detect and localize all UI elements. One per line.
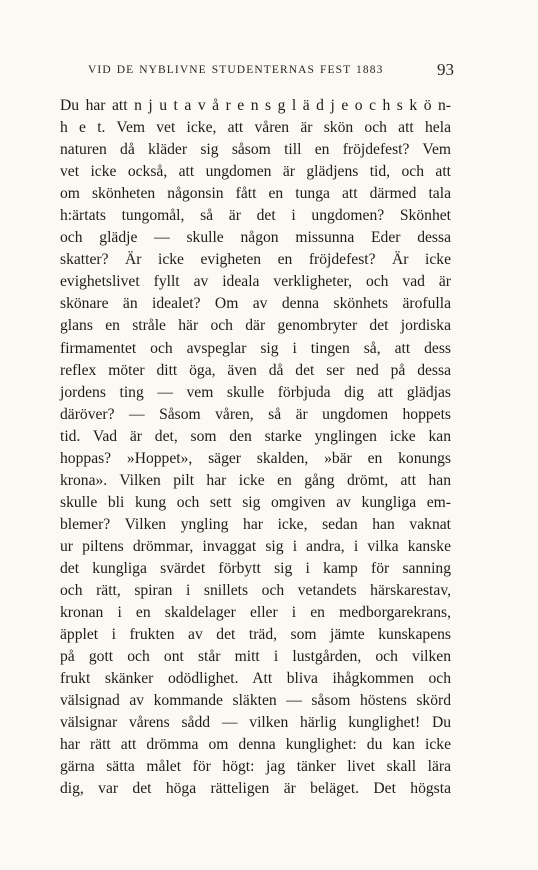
running-title xyxy=(88,64,383,76)
text-line: äpplet i frukten av det träd, som jämte kunskapens xyxy=(60,626,451,644)
text-line: blemer? Vilken yngling har icke, sedan han vaknat xyxy=(60,515,451,533)
text-line: evighetslivet fyllt av ideala verkligheter, och vad är xyxy=(60,273,451,291)
page-number: 93 xyxy=(437,60,454,79)
text-line: jordens ting — vem skulle förbjuda dig att glädjas xyxy=(60,383,451,401)
running-title-year: 1883 xyxy=(356,64,384,76)
text-line: skönare än idealet? Om av denna skönhets ärofulla xyxy=(60,295,451,313)
text-line: dig, var det höga rätteligen är beläget. Det högsta xyxy=(60,780,451,798)
text-line: och rätt, spiran i snillets och vetandets härskarestav, xyxy=(60,582,451,600)
text-line: tid. Vad är det, som den starke ynglingen icke kan xyxy=(60,427,451,445)
text-line: på gott och ont står mitt i lustgården, och vilken xyxy=(60,648,451,666)
text-line: skulle bli kung och sett sig omgiven av kungliga em- xyxy=(60,493,451,511)
text-line: h e t. Vem vet icke, att våren är skön och att hela xyxy=(60,119,451,137)
text-line: vet icke också, att ungdomen är glädjens tid, och att xyxy=(60,163,451,181)
text-line: ur piltens drömmar, invaggat sig i andra, i vilka kanske xyxy=(60,537,451,555)
text-line: välsignad av kommande släkten — såsom höstens skörd xyxy=(60,692,451,710)
running-title-text: VID DE NYBLIVNE STUDENTERNAS FEST xyxy=(88,64,352,76)
text-line: kronan i en skaldelager eller i en medborgarekrans, xyxy=(60,604,451,622)
text-line: däröver? — Såsom våren, så är ungdomen hoppets xyxy=(60,405,451,423)
text-line: hoppas? »Hoppet», säger skalden, »bär en konungs xyxy=(60,449,451,467)
page-header xyxy=(88,62,454,82)
text-line: Du har att n j u t a v å r e n s g l ä d j e o c h s k ö n- xyxy=(60,97,451,114)
text-line: h:ärtats tungomål, så är det i ungdomen? Skönhet xyxy=(60,207,451,225)
text-line: skatter? Är icke evigheten en fröjdefest? Är icke xyxy=(60,251,451,269)
text-line: glans en stråle här och där genombryter det jordiska xyxy=(60,317,451,335)
text-line: naturen då kläder sig såsom till en fröjdefest? Vem xyxy=(60,141,451,159)
text-line: har rätt att drömma om denna kunglighet: du kan icke xyxy=(60,736,451,754)
text-line: om skönheten någonsin fått en tunga att därmed tala xyxy=(60,185,451,203)
text-line: firmamentet och avspeglar sig i tingen så, att dess xyxy=(60,339,451,357)
text-line: och glädje — skulle någon missunna Eder dessa xyxy=(60,229,451,247)
text-line: välsignar vårens sådd — vilken härlig kunglighet! Du xyxy=(60,714,451,732)
text-line: krona». Vilken pilt har icke en gång drömt, att han xyxy=(60,471,451,489)
body-text xyxy=(60,95,451,801)
text-line: gärna sätta målet för högt: jag tänker livet skall lära xyxy=(60,758,451,776)
text-line: frukt skänker odödlighet. Att bliva ihågkommen och xyxy=(60,670,451,688)
text-line: det kungliga svärdet förbytt sig i kamp för sanning xyxy=(60,559,451,577)
text-line: reflex möter ditt öga, även då det ser ned på dessa xyxy=(60,361,451,379)
